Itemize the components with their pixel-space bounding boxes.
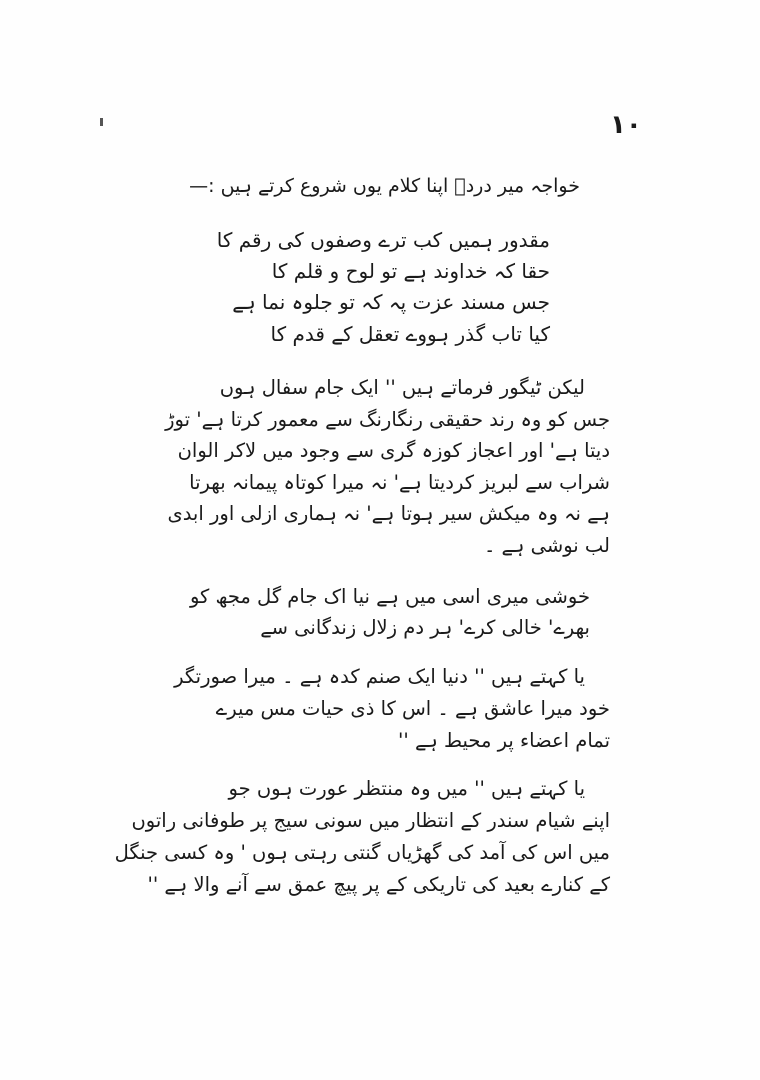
para1-line: ہے نہ وہ میکش سیر ہوتا ہے' نہ ہماری ازلی اور ابدی [167,502,610,525]
verse2-line: بھرے' خالی کرے' ہر دم زلال زندگانی سے [260,616,590,639]
para2-line: خود میرا عاشق ہے ۔ اس کا ذی حیات مس میرے [215,697,610,720]
para2-line: تمام اعضاء پر محیط ہے '' [398,729,610,752]
verse1-line: کیا تاب گذر ہووے تعقل کے قدم کا [270,322,550,346]
para3-line: کے کنارے بعید کی تاریکی کے پر پیچ عمق سے آنے والا ہے '' [147,873,610,896]
para1-line: دیتا ہے' اور اعجاز کوزہ گری سے وجود میں لاکر الوان [177,439,610,462]
page-number: ۱۰ [610,110,642,140]
intro-line: خواجہ میر دردؔ اپنا کلام یوں شروع کرتے ہیں :— [189,175,580,197]
para2-line: یا کہتے ہیں '' دنیا ایک صنم کدہ ہے ۔ میرا صورتگر [174,665,585,688]
para3-line: میں اس کی آمد کی گھڑیاں گنتی رہتی ہوں ' وہ کسی جنگل [114,841,610,864]
verse1-line: حقا کہ خداوند ہے تو لوح و قلم کا [271,259,550,283]
para1-line: لب نوشی ہے ۔ [483,534,610,557]
stray-ink-mark [100,118,103,126]
para3-line: یا کہتے ہیں '' میں وہ منتظر عورت ہوں جو [228,777,585,800]
para3-line: اپنے شیام سندر کے انتظار میں سونی سیج پر طوفانی راتوں [131,809,610,832]
para1-line: لیکن ٹیگور فرماتے ہیں '' ایک جام سفال ہوں [219,376,585,399]
verse1-line: جس مسند عزت پہ کہ تو جلوہ نما ہے [232,290,550,314]
para1-line: جس کو وہ رند حقیقی رنگارنگ سے معمور کرتا ہے' توڑ [165,408,610,431]
para1-line: شراب سے لبریز کردیتا ہے' نہ میرا کوتاہ پیمانہ بھرتا [189,471,610,494]
verse2-line: خوشی میری اسی میں ہے نیا اک جام گل مجھ کو [189,585,590,608]
verse1-line: مقدور ہمیں کب ترے وصفوں کی رقم کا [216,228,550,252]
